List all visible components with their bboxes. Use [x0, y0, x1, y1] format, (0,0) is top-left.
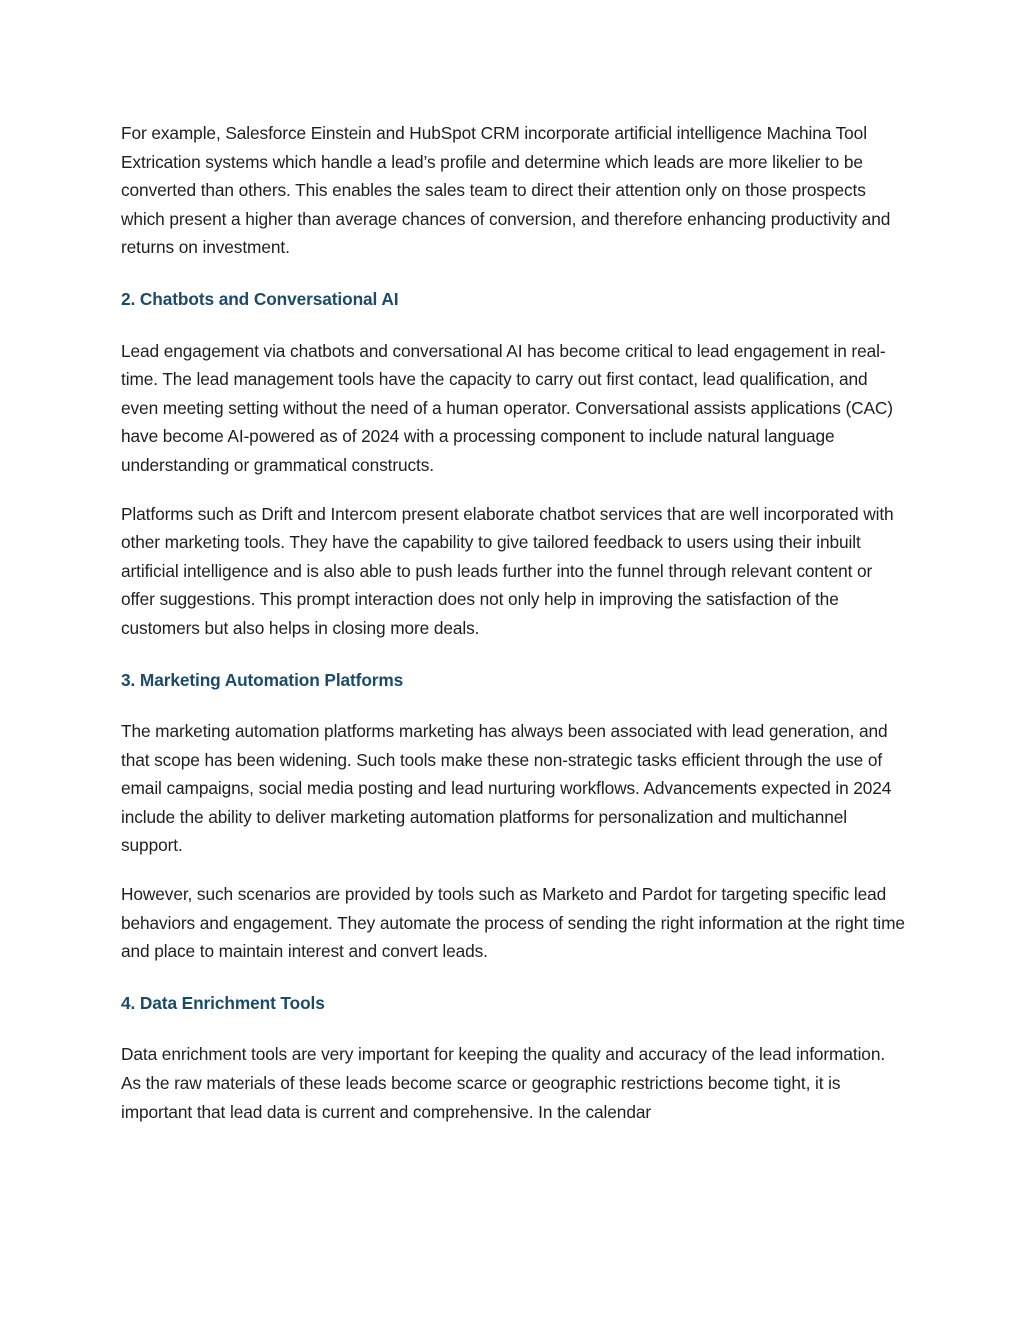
section-heading-data-enrichment: 4. Data Enrichment Tools: [121, 992, 325, 1013]
section-heading-marketing-automation: 3. Marketing Automation Platforms: [121, 669, 404, 690]
paragraph-chatbots-intro: Lead engagement via chatbots and conversational AI has become critical to lead engagement in real-time. The lead management tools have the capacity to carry out first contact, lead qualification, and even meeting setting without the need of a human operator. Conversational assists applications (CAC) have become AI-powered as of 2024 with a processing component to include natural language understanding or grammatical constructs.: [121, 340, 893, 475]
section-heading-chatbots: 2. Chatbots and Conversational AI: [121, 288, 399, 309]
paragraph-marketing-automation-tools: However, such scenarios are provided by tools such as Marketo and Pardot for targeting specific lead behaviors and engagement. They automate the process of sending the right information at the right time and place to maintain interest and convert leads.: [121, 884, 905, 962]
paragraph-marketing-automation-intro: The marketing automation platforms marketing has always been associated with lead generation, and that scope has been widening. Such tools make these non-strategic tasks efficient through the use of email campaigns, social media posting and lead nurturing workflows. Advancements expected in 2024 include the ability to deliver marketing automation platforms for personalization and multichannel support.: [121, 721, 892, 856]
document-page: [121, 119, 906, 1126]
paragraph-data-enrichment-intro: Data enrichment tools are very important for keeping the quality and accuracy of the lead information. As the raw materials of these leads become scarce or geographic restrictions become tight, it is important that lead data is current and comprehensive. In the calendar: [121, 1044, 886, 1122]
paragraph-ai-lead-scoring-example: For example, Salesforce Einstein and HubSpot CRM incorporate artificial intelligence Machina Tool Extrication systems which handle a lead’s profile and determine which leads are more likelier to be converted than others. This enables the sales team to direct their attention only on those prospects which present a higher than average chances of conversion, and therefore enhancing productivity and returns on investment.: [121, 123, 891, 258]
paragraph-chatbots-platforms: Platforms such as Drift and Intercom present elaborate chatbot services that are well incorporated with other marketing tools. They have the capability to give tailored feedback to users using their inbuilt artificial intelligence and is also able to push leads further into the funnel through relevant content or offer suggestions. This prompt interaction does not only help in improving the satisfaction of the customers but also helps in closing more deals.: [121, 503, 894, 638]
